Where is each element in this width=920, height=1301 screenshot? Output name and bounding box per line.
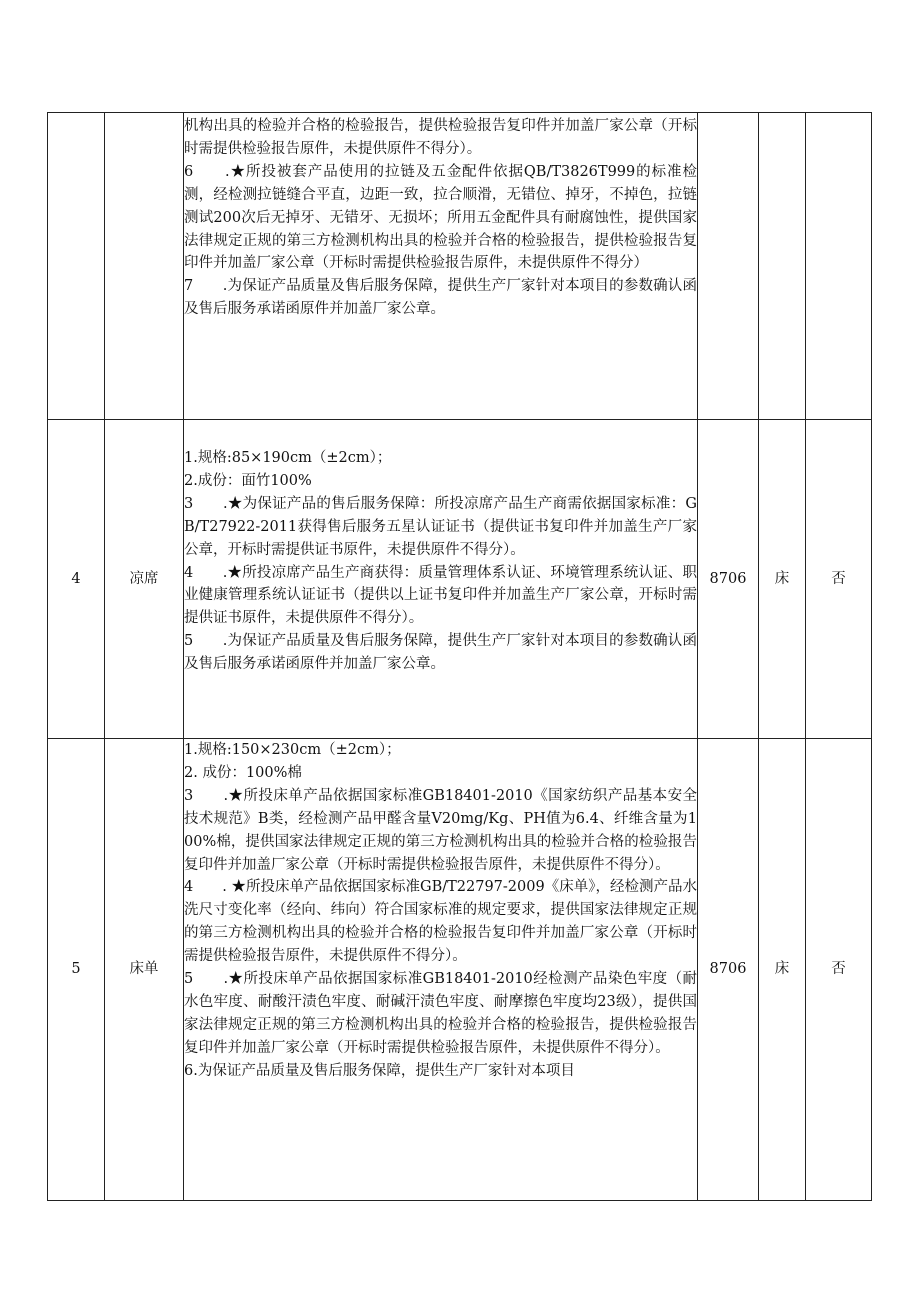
imported-cell: 否: [806, 739, 872, 1201]
requirement-paragraph: 3 .★所投床单产品依据国家标准GB18401-2010《国家纺织产品基本安全技术规范》B类，经检测产品甲醛含量V20mg/Kg、PH值为6.4、纤维含量为100%棉，提供国家法律规定正规的第三方检测机构出具的检验并合格的检验报告复印件并加盖厂家公章（开标时需提供检验报告原件，未提供原件不得分）。: [184, 787, 697, 873]
requirements-cell: [184, 739, 698, 1201]
specification-table: [47, 112, 872, 1201]
quantity-cell: [698, 113, 759, 420]
requirement-paragraph: 2.成份：面竹100%: [184, 472, 312, 489]
requirements-cell: [184, 113, 698, 420]
imported-cell: 否: [806, 420, 872, 739]
requirement-paragraph: 4 . ★所投床单产品依据国家标准GB/T22797-2009《床单》，经检测产品水洗尺寸变化率（经向、纬向）符合国家标准的规定要求，提供国家法律规定正规的第三方检测机构出具的检验并合格的检验报告复印件并加盖厂家公章（开标时需提供检验报告原件，未提供原件不得分）。: [184, 879, 697, 965]
requirement-paragraph: 1.规格:85×190cm（±2cm）；: [184, 450, 392, 466]
requirement-paragraph: 6 .★所投被套产品使用的拉链及五金配件依据QB/T3826T999的标准检测，经检测拉链缝合平直，边距一致，拉合顺滑，无错位、掉牙，不掉色，拉链测试200次后无掉牙、无错牙、无损坏；所用五金配件具有耐腐蚀性，提供国家法律规定正规的第三方检测机构出具的检验并合格的检验报告，提供检验报告复印件并加盖厂家公章（开标时需提供检验报告原件，未提供原件不得分）: [184, 163, 697, 272]
quantity-cell: 8706: [698, 420, 759, 739]
requirement-paragraph: 4 .★所投凉席产品生产商获得：质量管理体系认证、环境管理系统认证、职业健康管理系统认证证书（提供以上证书复印件并加盖生产厂家公章，开标时需提供证书原件，未提供原件不得分）。: [184, 564, 697, 627]
requirement-paragraph: 7 .为保证产品质量及售后服务保障，提供生产厂家针对本项目的参数确认函及售后服务承诺函原件并加盖厂家公章。: [184, 278, 697, 318]
requirement-paragraph: 6.为保证产品质量及售后服务保障，提供生产厂家针对本项目: [184, 1062, 575, 1079]
requirement-paragraph: 5 .★所投床单产品依据国家标准GB18401-2010经检测产品染色牢度（耐水色牢度、耐酸汗渍色牢度、耐碱汗渍色牢度、耐摩擦色牢度均23级），提供国家法律规定正规的第三方检测机构出具的检验并合格的检验报告，提供检验报告复印件并加盖厂家公章（开标时需提供检验报告原件，未提供原件不得分）。: [184, 971, 697, 1056]
requirement-paragraph: 5 .为保证产品质量及售后服务保障，提供生产厂家针对本项目的参数确认函及售后服务承诺函原件并加盖厂家公章。: [184, 633, 697, 673]
item-name-cell: [105, 113, 184, 420]
item-number-cell: [48, 113, 105, 420]
requirement-paragraph: 3 .★为保证产品的售后服务保障：所投凉席产品生产商需依据国家标准：GB/T27922-2011获得售后服务五星认证证书（提供证书复印件并加盖生产厂家公章，开标时需提供证书原件，未提供原件不得分）。: [184, 495, 697, 558]
requirements-cell: [184, 420, 698, 739]
imported-cell: [806, 113, 872, 420]
item-number-cell: 4: [48, 420, 105, 739]
table-row: [48, 113, 872, 420]
unit-cell: 床: [759, 420, 806, 739]
item-name-cell: 凉席: [105, 420, 184, 739]
unit-cell: [759, 113, 806, 420]
quantity-cell: 8706: [698, 739, 759, 1201]
table-row: [48, 420, 872, 739]
item-number-cell: 5: [48, 739, 105, 1201]
unit-cell: 床: [759, 739, 806, 1201]
table-row: [48, 739, 872, 1201]
item-name-cell: 床单: [105, 739, 184, 1201]
requirement-paragraph: 1.规格:150×230cm（±2cm）；: [184, 742, 401, 758]
requirement-paragraph: 机构出具的检验并合格的检验报告，提供检验报告复印件并加盖厂家公章（开标时需提供检验报告原件，未提供原件不得分）。: [184, 118, 697, 157]
requirement-paragraph: 2. 成份：100%棉: [184, 764, 302, 781]
